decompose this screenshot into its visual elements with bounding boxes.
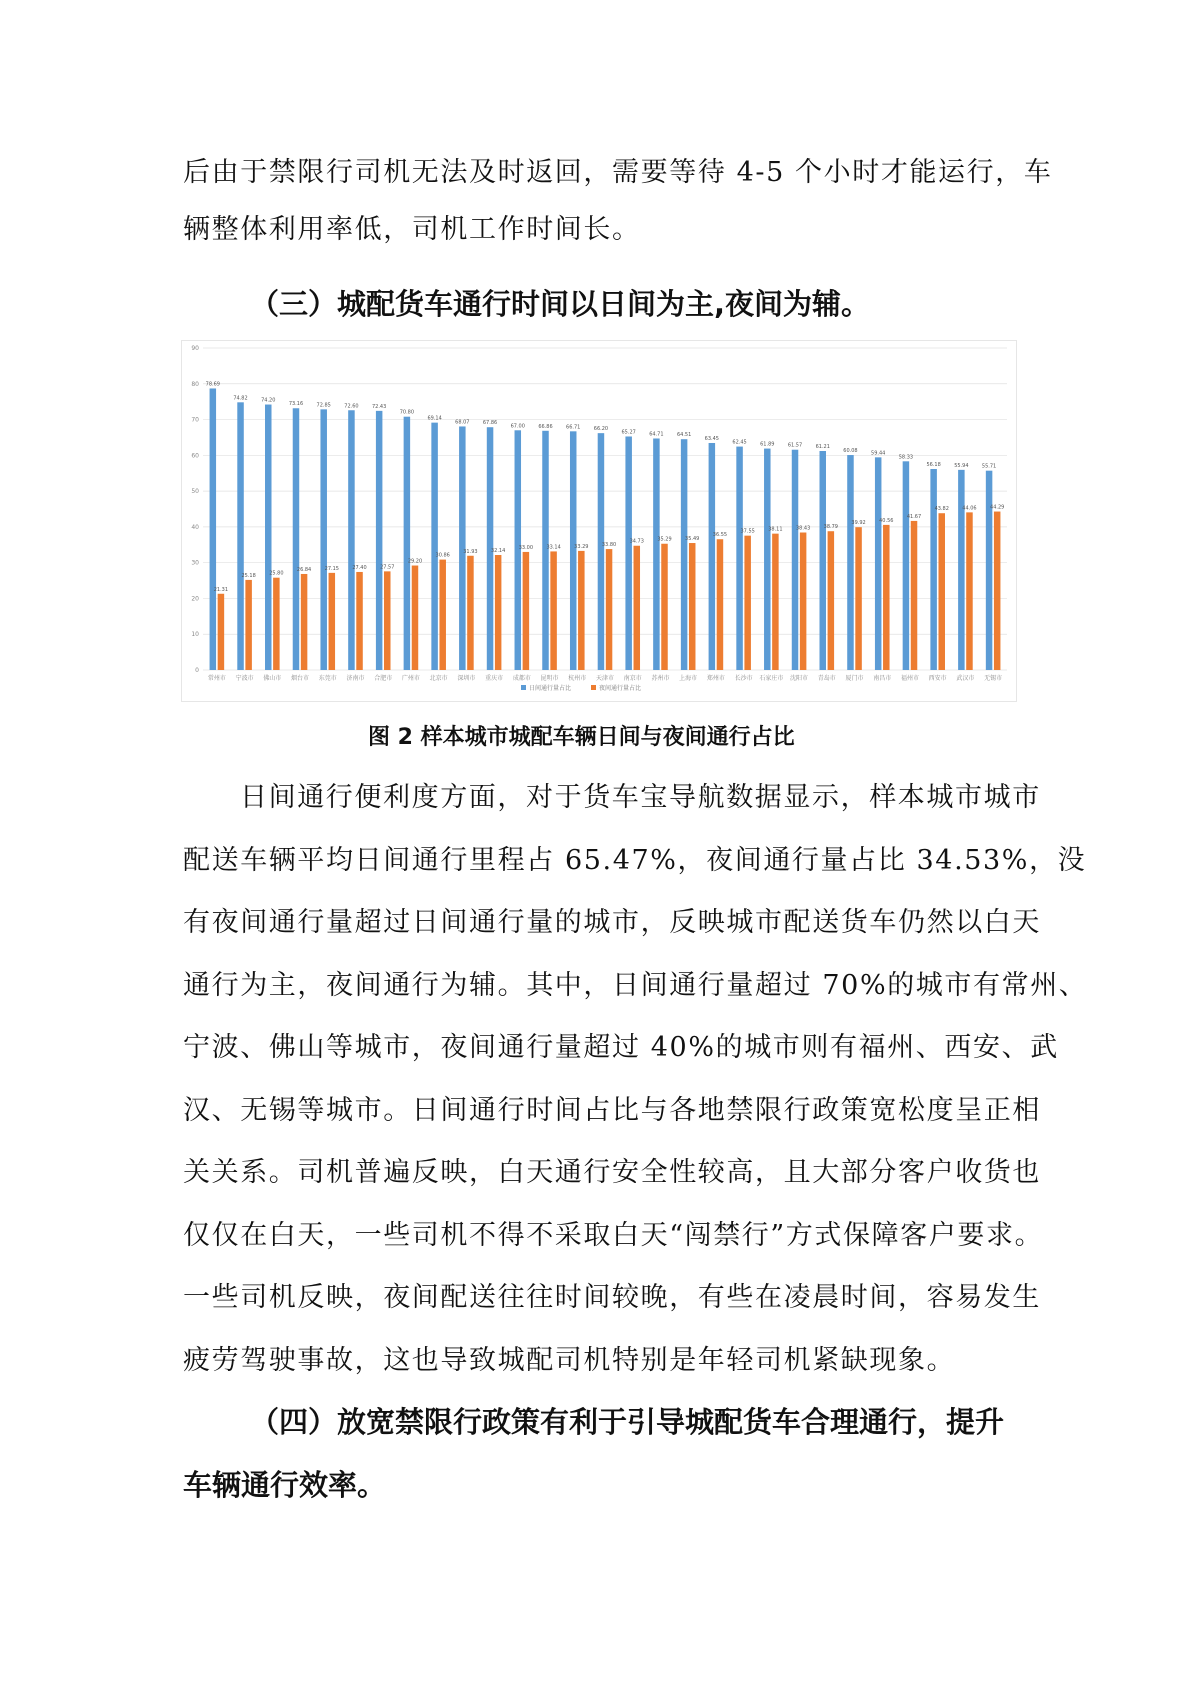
data-label: 66.20 bbox=[593, 426, 609, 433]
day-bar bbox=[320, 409, 327, 670]
night-bar bbox=[550, 551, 557, 670]
night-bar bbox=[606, 549, 613, 670]
data-label: 72.60 bbox=[344, 403, 359, 410]
day-bar bbox=[431, 423, 438, 670]
day-bar bbox=[265, 405, 272, 670]
data-label: 78.69 bbox=[205, 381, 220, 388]
x-tick-label: 昆明市 bbox=[540, 675, 559, 682]
data-label: 55.94 bbox=[954, 462, 969, 469]
x-tick-label: 常州市 bbox=[207, 675, 226, 682]
day-bar bbox=[210, 388, 217, 670]
data-label: 33.14 bbox=[546, 544, 561, 551]
section-4-heading-line-1: （四）放宽禁限行政策有利于引导城配货车合理通行，提升 bbox=[250, 1405, 1005, 1439]
data-label: 67.86 bbox=[482, 420, 498, 427]
x-tick-label: 上海市 bbox=[679, 675, 698, 682]
day-bar bbox=[293, 408, 300, 670]
data-label: 72.85 bbox=[316, 402, 331, 409]
body-line-9: 一些司机反映，夜间配送往往时间较晚，有些在凌晨时间，容易发生 bbox=[183, 1282, 1041, 1313]
y-tick-label: 50 bbox=[191, 488, 199, 496]
night-bar bbox=[966, 512, 973, 670]
data-label: 59.44 bbox=[871, 450, 886, 457]
data-label: 27.15 bbox=[324, 565, 339, 572]
data-label: 27.57 bbox=[380, 564, 395, 571]
day-night-traffic-chart bbox=[181, 340, 1017, 702]
body-line-8: 仅仅在白天，一些司机不得不采取白天“闯禁行”方式保障客户要求。 bbox=[183, 1220, 1044, 1251]
data-label: 62.45 bbox=[732, 439, 747, 446]
data-label: 73.16 bbox=[288, 401, 304, 408]
y-tick-label: 60 bbox=[191, 452, 199, 460]
day-bar bbox=[348, 410, 355, 670]
day-bar bbox=[598, 433, 605, 670]
body-line-3: 有夜间通行量超过日间通行量的城市，反映城市配送货车仍然以白天 bbox=[183, 907, 1041, 938]
day-bar bbox=[709, 443, 716, 670]
x-tick-label: 石家庄市 bbox=[759, 675, 784, 682]
data-label: 40.56 bbox=[879, 517, 894, 524]
data-label: 61.89 bbox=[760, 441, 775, 448]
data-label: 38.79 bbox=[823, 524, 839, 531]
night-bar bbox=[245, 580, 252, 670]
x-tick-label: 沈阳市 bbox=[790, 675, 809, 682]
y-tick-label: 10 bbox=[191, 631, 199, 639]
y-tick-label: 70 bbox=[191, 416, 199, 424]
data-label: 33.80 bbox=[601, 542, 617, 549]
data-label: 25.80 bbox=[269, 570, 284, 577]
night-bar bbox=[938, 513, 945, 670]
night-bar bbox=[855, 527, 862, 670]
data-label: 63.45 bbox=[704, 435, 720, 442]
night-bar bbox=[439, 560, 446, 670]
night-bar bbox=[661, 544, 668, 670]
night-bar bbox=[800, 533, 807, 670]
data-label: 61.57 bbox=[787, 442, 803, 449]
body-line-2: 配送车辆平均日间通行里程占 65.47%，夜间通行量占比 34.53%，没 bbox=[183, 845, 1087, 876]
data-label: 74.20 bbox=[261, 397, 276, 404]
x-tick-label: 无锡市 bbox=[984, 675, 1003, 682]
data-label: 38.11 bbox=[768, 526, 783, 533]
day-bar bbox=[986, 471, 993, 670]
night-bar bbox=[301, 574, 308, 670]
day-bar bbox=[875, 457, 882, 670]
night-bar bbox=[218, 594, 225, 670]
night-bar bbox=[772, 534, 779, 670]
night-bar bbox=[828, 531, 835, 670]
data-label: 27.40 bbox=[352, 564, 367, 571]
x-tick-label: 苏州市 bbox=[651, 675, 670, 682]
data-label: 74.82 bbox=[233, 395, 248, 402]
data-label: 56.18 bbox=[926, 462, 941, 469]
x-tick-label: 重庆市 bbox=[485, 675, 504, 682]
x-tick-label: 北京市 bbox=[429, 675, 448, 682]
legend-label: 日间通行量占比 bbox=[529, 685, 572, 692]
figure-caption: 图 2 样本城市城配车辆日间与夜间通行占比 bbox=[368, 725, 795, 750]
day-bar bbox=[930, 469, 937, 670]
x-tick-label: 广州市 bbox=[401, 675, 420, 682]
y-tick-label: 80 bbox=[191, 380, 199, 388]
night-bar bbox=[689, 543, 696, 670]
data-label: 44.29 bbox=[990, 504, 1005, 511]
data-label: 35.49 bbox=[685, 536, 700, 543]
data-label: 38.43 bbox=[795, 525, 811, 532]
data-label: 29.20 bbox=[407, 558, 423, 565]
body-line-6: 汉、无锡等城市。日间通行时间占比与各地禁限行政策宽松度呈正相 bbox=[183, 1095, 1041, 1126]
y-tick-label: 0 bbox=[195, 667, 199, 674]
data-label: 43.82 bbox=[934, 506, 949, 513]
data-label: 30.86 bbox=[435, 552, 450, 559]
x-tick-label: 西安市 bbox=[928, 675, 947, 682]
data-label: 26.84 bbox=[296, 566, 312, 573]
body-line-10: 疲劳驾驶事故，这也导致城配司机特别是年轻司机紧缺现象。 bbox=[183, 1345, 956, 1376]
night-bar bbox=[523, 552, 530, 670]
body-line-5: 宁波、佛山等城市，夜间通行量超过 40%的城市则有福州、西安、武 bbox=[183, 1032, 1059, 1063]
day-bar bbox=[736, 447, 743, 670]
night-bar bbox=[356, 572, 363, 670]
night-bar bbox=[634, 546, 641, 670]
data-label: 68.07 bbox=[455, 419, 470, 426]
x-tick-label: 南京市 bbox=[623, 675, 642, 682]
legend-swatch bbox=[591, 685, 596, 690]
x-tick-label: 南昌市 bbox=[873, 675, 892, 682]
night-bar bbox=[717, 539, 724, 670]
y-tick-label: 90 bbox=[191, 345, 199, 352]
day-bar bbox=[570, 431, 577, 670]
x-tick-label: 佛山市 bbox=[263, 675, 282, 682]
x-tick-label: 武汉市 bbox=[956, 675, 975, 682]
night-bar bbox=[495, 555, 502, 670]
data-label: 58.33 bbox=[898, 454, 914, 461]
data-label: 64.51 bbox=[676, 432, 692, 439]
y-tick-label: 20 bbox=[191, 595, 199, 603]
night-bar bbox=[467, 556, 474, 670]
night-bar bbox=[273, 578, 280, 670]
data-label: 21.31 bbox=[213, 586, 229, 593]
day-bar bbox=[376, 411, 383, 670]
night-bar bbox=[329, 573, 336, 670]
data-label: 65.27 bbox=[621, 429, 636, 436]
data-label: 72.43 bbox=[371, 403, 387, 410]
day-bar bbox=[792, 450, 799, 670]
x-tick-label: 福州市 bbox=[900, 675, 919, 682]
data-label: 36.55 bbox=[712, 532, 728, 539]
x-tick-label: 合肥市 bbox=[374, 675, 393, 682]
night-bar bbox=[911, 521, 918, 670]
day-bar bbox=[958, 470, 965, 670]
x-tick-label: 杭州市 bbox=[568, 675, 587, 682]
data-label: 33.29 bbox=[574, 543, 589, 550]
data-label: 69.14 bbox=[427, 415, 442, 422]
day-bar bbox=[681, 439, 688, 670]
x-tick-label: 东莞市 bbox=[318, 675, 337, 682]
night-bar bbox=[883, 525, 890, 670]
data-label: 67.00 bbox=[510, 423, 525, 430]
legend-label: 夜间通行量占比 bbox=[599, 685, 642, 692]
day-bar bbox=[653, 438, 660, 670]
data-label: 70.80 bbox=[399, 409, 415, 416]
body-line-7: 关关系。司机普遍反映，白天通行安全性较高，且大部分客户收货也 bbox=[183, 1157, 1041, 1188]
x-tick-label: 烟台市 bbox=[291, 675, 310, 682]
section-3-heading: （三）城配货车通行时间以日间为主,夜间为辅。 bbox=[250, 287, 871, 321]
night-bar bbox=[578, 551, 585, 670]
section-4-heading-line-2: 车辆通行效率。 bbox=[183, 1468, 387, 1502]
data-label: 41.67 bbox=[906, 513, 922, 520]
day-bar bbox=[847, 455, 854, 670]
y-tick-label: 30 bbox=[191, 559, 199, 567]
data-label: 64.71 bbox=[649, 431, 664, 438]
data-label: 66.71 bbox=[566, 424, 581, 431]
day-bar bbox=[764, 449, 771, 670]
day-bar bbox=[625, 436, 632, 670]
x-tick-label: 深圳市 bbox=[457, 675, 476, 682]
day-bar bbox=[237, 402, 244, 670]
day-bar bbox=[819, 451, 826, 670]
night-bar bbox=[412, 566, 419, 670]
data-label: 66.86 bbox=[538, 423, 553, 430]
data-label: 61.21 bbox=[815, 444, 830, 451]
data-label: 25.18 bbox=[241, 572, 256, 579]
data-label: 34.73 bbox=[629, 538, 644, 545]
x-tick-label: 长沙市 bbox=[734, 675, 753, 682]
data-label: 35.29 bbox=[657, 536, 672, 543]
legend-swatch bbox=[521, 685, 526, 690]
data-label: 39.92 bbox=[851, 520, 866, 527]
body-line-1: 日间通行便利度方面，对于货车宝导航数据显示，样本城市城市 bbox=[240, 782, 1041, 813]
data-label: 37.55 bbox=[740, 528, 755, 535]
y-tick-label: 40 bbox=[191, 523, 199, 531]
intro-line-2: 辆整体利用率低，司机工作时间长。 bbox=[183, 214, 641, 245]
x-tick-label: 宁波市 bbox=[235, 675, 254, 682]
night-bar bbox=[744, 536, 751, 670]
x-tick-label: 厦门市 bbox=[845, 675, 864, 682]
x-tick-label: 济南市 bbox=[346, 675, 365, 682]
data-label: 32.14 bbox=[490, 548, 506, 555]
day-bar bbox=[903, 461, 910, 670]
body-line-4: 通行为主，夜间通行为辅。其中，日间通行量超过 70%的城市有常州、 bbox=[183, 970, 1088, 1001]
data-label: 31.93 bbox=[463, 548, 478, 555]
night-bar bbox=[994, 512, 1001, 670]
data-label: 33.00 bbox=[518, 544, 534, 551]
x-tick-label: 青岛市 bbox=[817, 675, 836, 682]
x-tick-label: 天津市 bbox=[595, 675, 615, 682]
intro-line-1: 后由于禁限行司机无法及时返回，需要等待 4-5 个小时才能运行，车 bbox=[183, 157, 1053, 188]
data-label: 60.08 bbox=[843, 448, 858, 455]
x-tick-label: 成都市 bbox=[512, 675, 531, 682]
x-tick-label: 郑州市 bbox=[706, 675, 725, 682]
day-bar bbox=[404, 417, 411, 670]
data-label: 44.06 bbox=[962, 505, 977, 512]
night-bar bbox=[384, 571, 391, 670]
data-label: 55.71 bbox=[981, 463, 997, 470]
